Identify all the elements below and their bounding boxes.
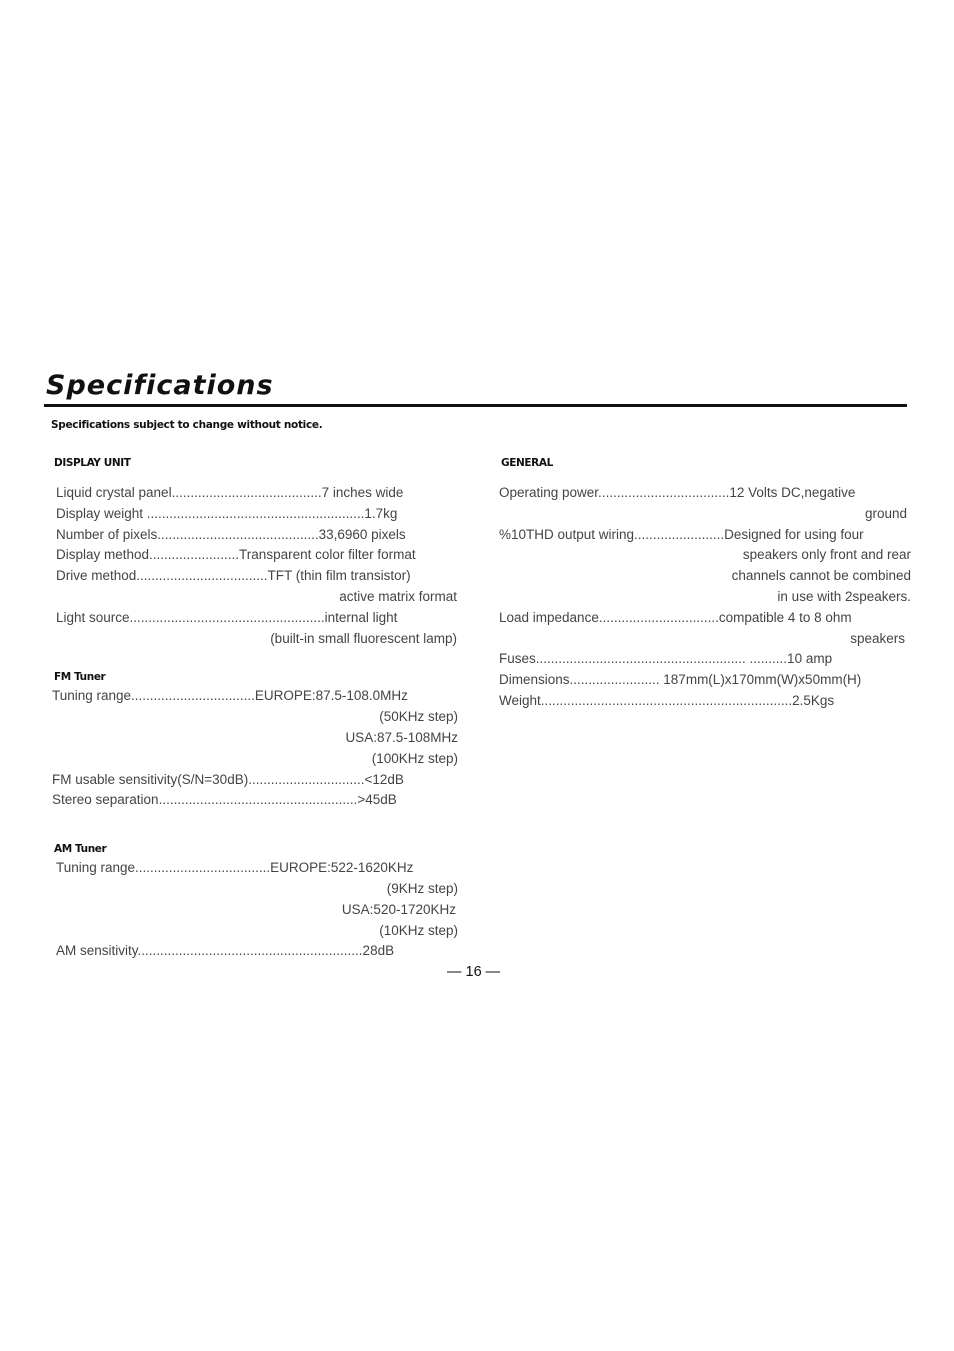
spec-line: %10THD output wiring........................Designed for using four (499, 526, 864, 542)
section-heading: AM Tuner (54, 843, 107, 856)
spec-line: USA:87.5-108MHz (345, 729, 458, 745)
change-notice: Specifications subject to change without notice. (51, 419, 323, 431)
spec-line: Stereo separation.....................................................>45dB (52, 792, 397, 808)
page-title: Specifications (46, 370, 274, 401)
section-heading: FM Tuner (54, 671, 106, 684)
spec-line: FM usable sensitivity(S/N=30dB)...............................<12dB (52, 771, 404, 787)
spec-line: Display weight ..........................................................1.7kg (56, 505, 398, 521)
spec-line: in use with 2speakers. (777, 588, 911, 604)
spec-line: Dimensions........................ 187mm(L)x170mm(W)x50mm(H) (499, 672, 862, 688)
spec-line: (100KHz step) (371, 750, 458, 766)
spec-line: Light source....................................................internal light (56, 609, 398, 625)
spec-line: Fuses........................................................ ..........10 amp (499, 651, 833, 667)
section-heading: DISPLAY UNIT (54, 457, 131, 469)
section-heading: GENERAL (501, 457, 553, 469)
page-number: — 16 — (447, 964, 501, 980)
spec-line: speakers (850, 630, 905, 646)
title-divider (44, 404, 907, 407)
display-unit-section (52, 455, 462, 649)
general-section (499, 455, 911, 712)
spec-line: AM sensitivity............................................................28dB (56, 943, 395, 959)
spec-line: Number of pixels...........................................33,6960 pixels (56, 526, 406, 542)
spec-line: (built-in small fluorescent lamp) (270, 630, 457, 646)
spec-line: Load impedance................................compatible 4 to 8 ohm (499, 609, 852, 625)
right-column (499, 455, 911, 712)
spec-line: Operating power...................................12 Volts DC,negative (499, 485, 856, 500)
left-column (52, 455, 462, 962)
spec-line: Display method........................Transparent color filter format (56, 547, 416, 563)
spec-line: (50KHz step) (379, 709, 458, 725)
spec-line: USA:520-1720KHz (341, 901, 456, 917)
spec-line: (10KHz step) (379, 922, 458, 938)
am-tuner-section (52, 841, 462, 962)
spec-line: Tuning range....................................EUROPE:522-1620KHz (56, 860, 414, 876)
spec-line: Weight...................................................................2.5Kgs (499, 692, 835, 708)
spec-line: speakers only front and rear (742, 547, 911, 563)
spec-line: active matrix format (339, 588, 457, 604)
spec-line: Liquid crystal panel........................................7 inches wide (56, 485, 404, 500)
fm-tuner-section (52, 669, 462, 811)
spec-line: Tuning range.................................EUROPE:87.5-108.0MHz (52, 688, 408, 704)
spec-line: channels cannot be combined (731, 568, 911, 584)
spec-line: Drive method...................................TFT (thin film transistor) (56, 568, 411, 584)
spec-line: ground (864, 505, 907, 521)
spec-line: (9KHz step) (386, 880, 458, 896)
